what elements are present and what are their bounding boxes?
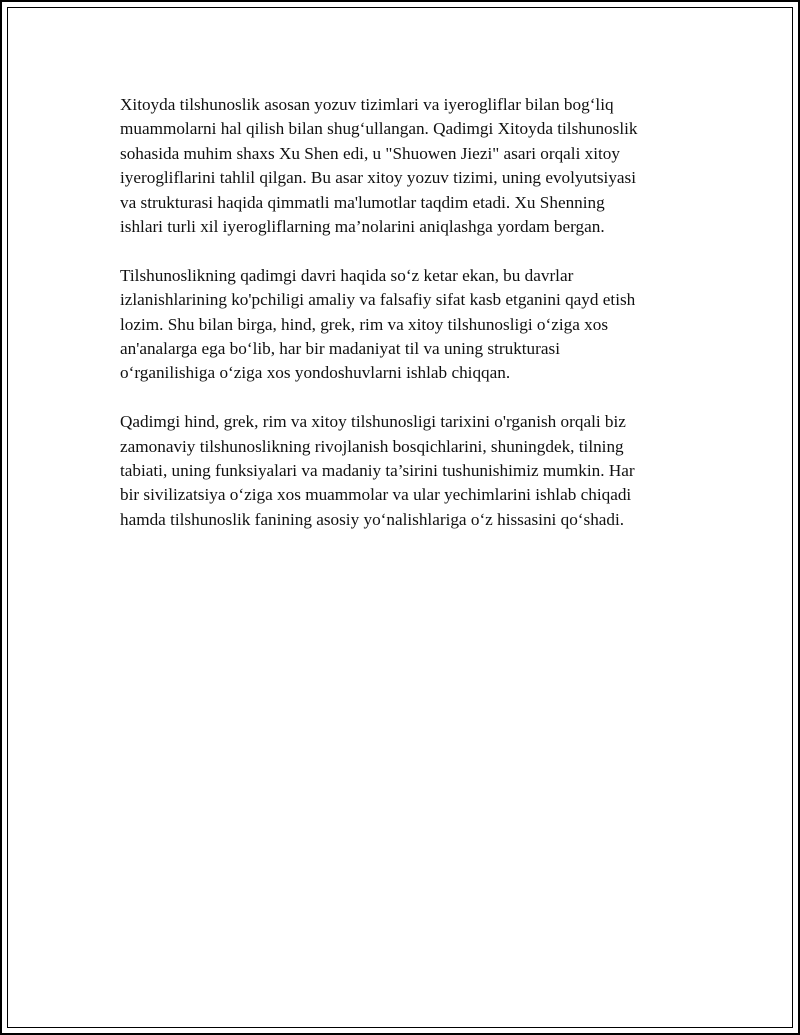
paragraph-xulosa: Qadimgi hind, grek, rim va xitoy tilshunosligi tarixini o'rganish orqali biz zamonaviy tilshunoslikning rivojlanish bosqichlarini, shuningdek, tilning tabiati, uning funksiyalari va madaniy ta’sirini tushunishimiz mumkin. Har bir sivilizatsiya o‘ziga xos muammolar va ular yechimlarini ishlab chiqadi hamda tilshunoslik fanining asosiy yo‘nalishlariga o‘z hissasini qo‘shadi. — [120, 412, 635, 529]
document-body — [120, 93, 680, 557]
paragraph-qadimgi-davr: Tilshunoslikning qadimgi davri haqida so‘z ketar ekan, bu davrlar izlanishlarining ko'pchiligi amaliy va falsafiy sifat kasb etganini qayd etish lozim. Shu bilan birga, hind, grek, rim va xitoy tilshunosligi o‘ziga xos an'analarga ega bo‘lib, har bir madaniyat til va uning strukturasi o‘rganilishiga o‘ziga xos yondoshuvlarni ishlab chiqqan. — [120, 265, 636, 383]
paragraph-xitoy-tilshunosligi: Xitoyda tilshunoslik asosan yozuv tizimlari va iyerogliflar bilan bog‘liq muammolarni hal qilish bilan shug‘ullangan. Qadimgi Xitoyda tilshunoslik sohasida muhim shaxs Xu Shen edi, u "Shuowen Jiezi" asari orqali xitoy iyerogliflarini tahlil qilgan. Bu asar xitoy yozuv tizimi, uning evolyutsiyasi va strukturasi haqida qimmatli ma'lumotlar taqdim etadi. Xu Shenning ishlari turli xil iyerogliflarning ma’nolarini aniqlashga yordam bergan. — [120, 95, 638, 237]
